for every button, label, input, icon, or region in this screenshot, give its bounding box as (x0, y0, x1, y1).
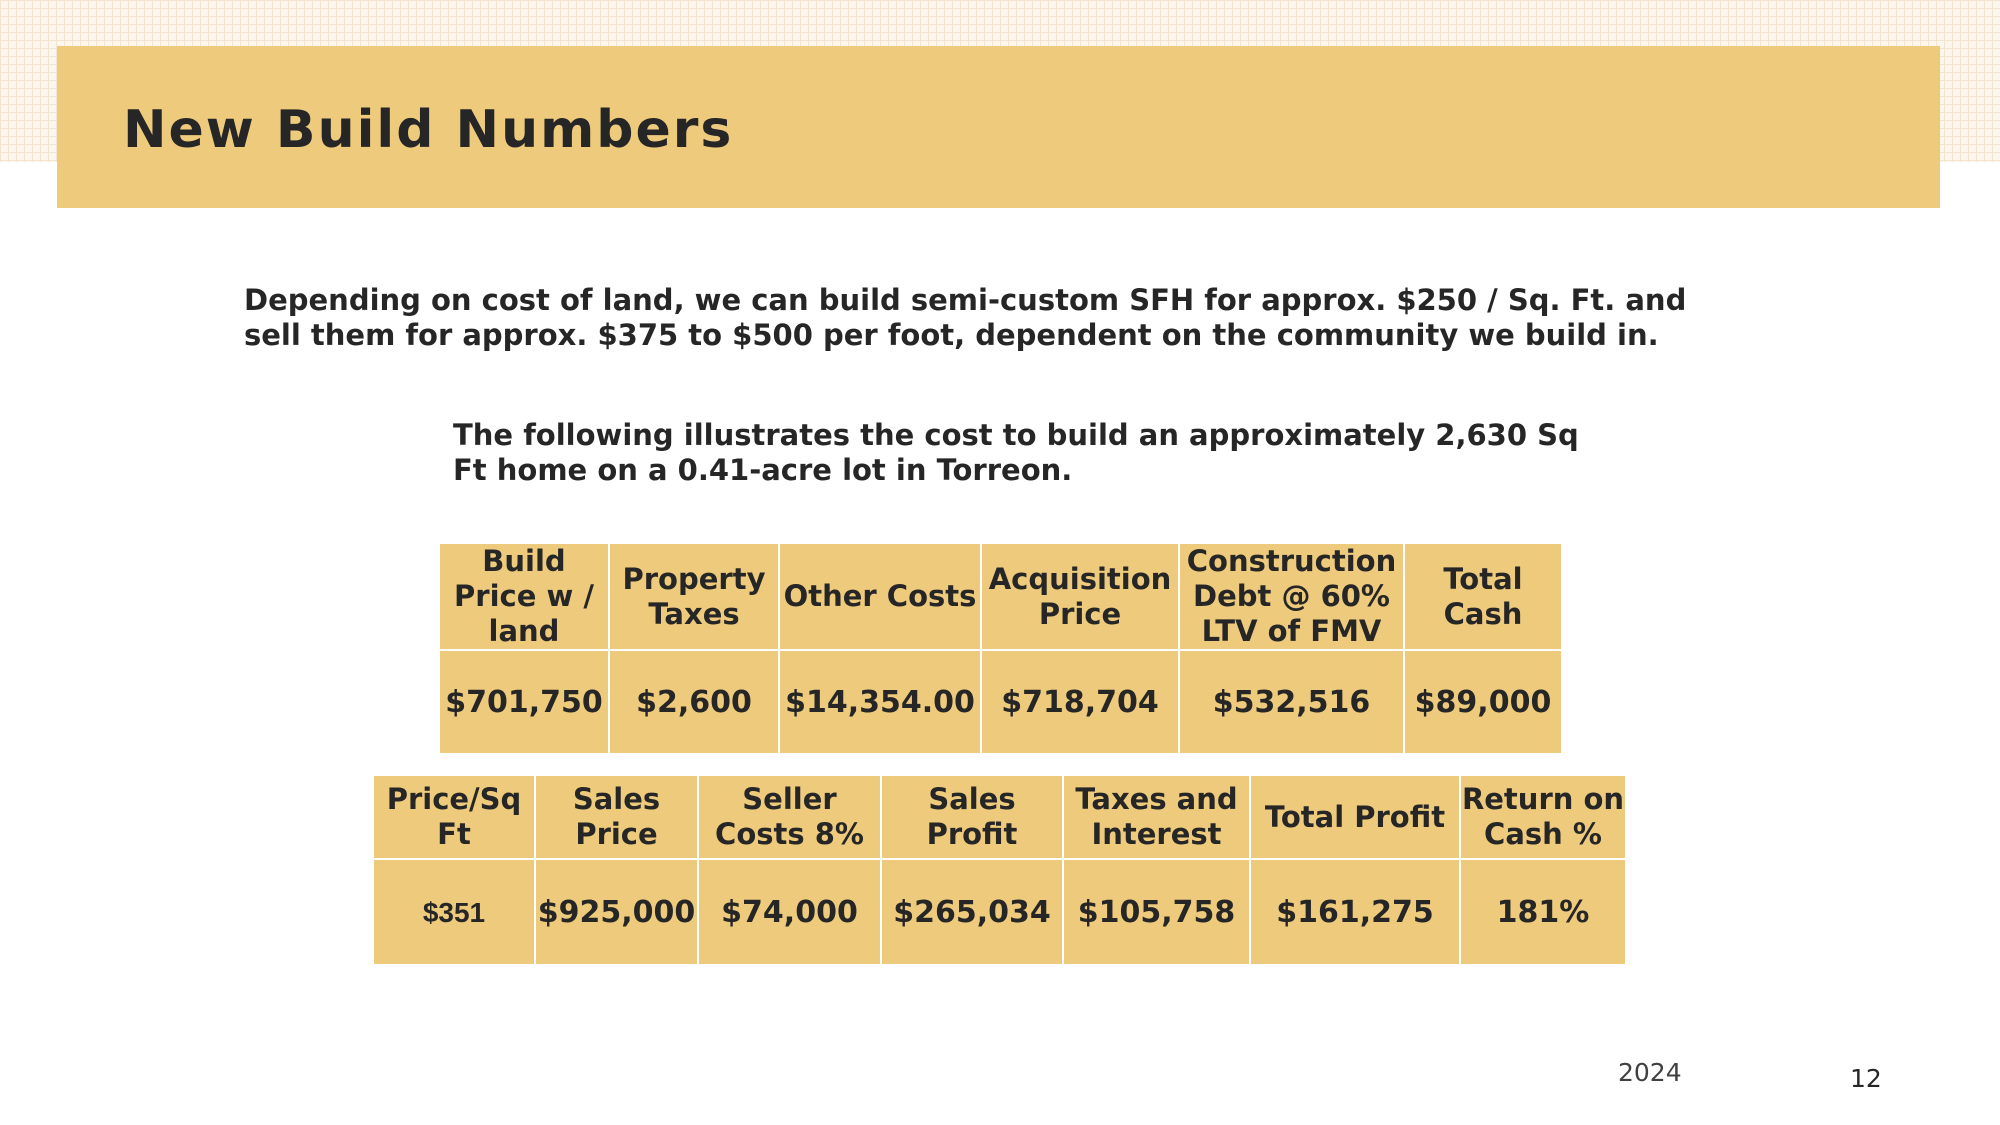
header-property-taxes: Property Taxes (609, 543, 779, 650)
value-total-cash: $89,000 (1404, 650, 1562, 754)
value-return-on-cash: 181% (1460, 859, 1626, 965)
header-total-cash: Total Cash (1404, 543, 1562, 650)
header-return-on-cash: Return on Cash % (1460, 775, 1626, 859)
header-seller-costs: Seller Costs 8% (698, 775, 881, 859)
footer-year: 2024 (1618, 1058, 1682, 1087)
header-taxes-interest: Taxes and Interest (1063, 775, 1250, 859)
header-total-profit: Total Profit (1250, 775, 1460, 859)
cost-table-value-row (439, 650, 1562, 754)
header-sales-profit: Sales Profit (881, 775, 1063, 859)
title-banner (57, 46, 1940, 208)
header-price-per-sqft: Price/Sq Ft (373, 775, 535, 859)
profit-table (372, 774, 1627, 966)
cost-table (438, 542, 1563, 755)
header-sales-price: Sales Price (535, 775, 698, 859)
header-build-price: Build Price w / land (439, 543, 609, 650)
header-acquisition-price: Acquisition Price (981, 543, 1179, 650)
illustration-paragraph: The following illustrates the cost to build an approximately 2,630 Sq Ft home on a 0.41-acre lot in Torreon. (453, 418, 1579, 487)
page-number: 12 (1850, 1064, 1882, 1093)
profit-table-value-row (373, 859, 1626, 965)
value-acquisition-price: $718,704 (981, 650, 1179, 754)
cost-table-header-row (439, 543, 1562, 650)
value-other-costs: $14,354.00 (779, 650, 981, 754)
value-taxes-interest: $105,758 (1063, 859, 1250, 965)
value-construction-debt: $532,516 (1179, 650, 1404, 754)
header-other-costs: Other Costs (779, 543, 981, 650)
value-total-profit: $161,275 (1250, 859, 1460, 965)
profit-table-header-row (373, 775, 1626, 859)
value-seller-costs: $74,000 (698, 859, 881, 965)
slide-title: New Build Numbers (123, 100, 734, 160)
value-price-per-sqft: $351 (373, 859, 535, 965)
value-sales-profit: $265,034 (881, 859, 1063, 965)
value-sales-price: $925,000 (535, 859, 698, 965)
value-build-price: $701,750 (439, 650, 609, 754)
header-construction-debt: Construction Debt @ 60% LTV of FMV (1179, 543, 1404, 650)
intro-paragraph: Depending on cost of land, we can build semi-custom SFH for approx. $250 / Sq. Ft. and sell them for approx. $375 to $500 per foot, dependent on the community we build in. (244, 283, 1687, 352)
value-property-taxes: $2,600 (609, 650, 779, 754)
